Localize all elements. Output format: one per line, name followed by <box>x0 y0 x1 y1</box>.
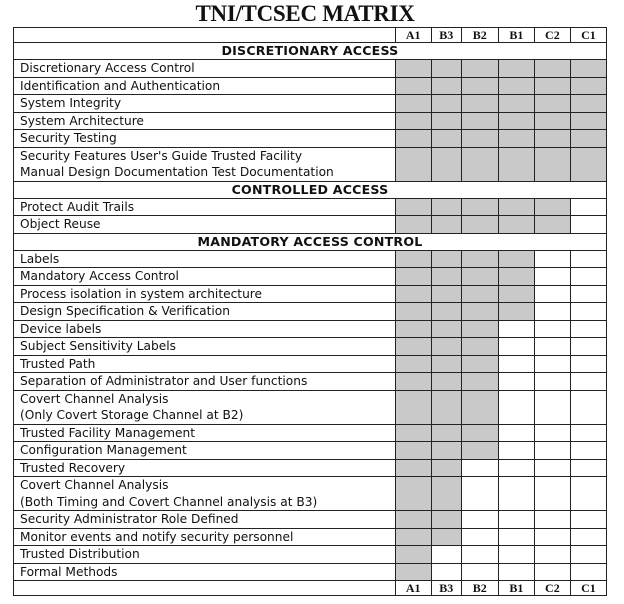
level-cell-a1-required <box>395 147 431 181</box>
level-cell-c1-required <box>570 60 606 78</box>
level-cell-c2-not-required <box>534 424 570 442</box>
requirement-label-line: Separation of Administrator and User functions <box>20 374 308 388</box>
level-cell-b1-not-required <box>498 355 534 373</box>
header-level-b1: B1 <box>498 28 534 43</box>
level-cell-b2-required <box>461 320 498 338</box>
footer-level-c1: C1 <box>570 581 606 596</box>
level-cell-a1-required <box>395 511 431 529</box>
level-cell-a1-required <box>395 285 431 303</box>
level-cell-c1-not-required <box>570 250 606 268</box>
header-label-cell <box>14 28 396 43</box>
level-cell-b3-required <box>431 60 461 78</box>
level-cell-b2-required <box>461 198 498 216</box>
level-cell-b3-required <box>431 459 461 477</box>
level-cell-b1-not-required <box>498 320 534 338</box>
level-cell-b2-required <box>461 77 498 95</box>
level-cell-c2-not-required <box>534 459 570 477</box>
level-cell-c1-not-required <box>570 546 606 564</box>
level-cell-a1-required <box>395 546 431 564</box>
matrix-row <box>14 320 607 338</box>
level-cell-b1-required <box>498 60 534 78</box>
requirement-label-line: Object Reuse <box>20 217 101 231</box>
level-cell-c2-not-required <box>534 268 570 286</box>
level-cell-b1-required <box>498 147 534 181</box>
matrix-row <box>14 303 607 321</box>
requirement-label-line: Configuration Management <box>20 443 187 457</box>
level-cell-a1-required <box>395 459 431 477</box>
level-cell-b2-required <box>461 95 498 113</box>
level-cell-b3-required <box>431 285 461 303</box>
footer-row <box>14 581 607 596</box>
matrix-row <box>14 373 607 391</box>
requirement-label-line: (Both Timing and Covert Channel analysis at B3) <box>20 494 318 509</box>
requirement-label-line: Process isolation in system architecture <box>20 286 263 301</box>
level-cell-c2-not-required <box>534 528 570 546</box>
requirement-label <box>14 250 396 268</box>
level-cell-a1-required <box>395 442 431 460</box>
level-cell-a1-required <box>395 130 431 148</box>
level-cell-b3-required <box>431 303 461 321</box>
level-cell-c1-not-required <box>570 268 606 286</box>
level-cell-c2-not-required <box>534 477 570 511</box>
level-cell-b1-required <box>498 285 534 303</box>
level-cell-b2-not-required <box>461 546 498 564</box>
level-cell-a1-required <box>395 390 431 424</box>
level-cell-b1-required <box>498 130 534 148</box>
level-cell-b3-required <box>431 390 461 424</box>
requirement-label <box>14 320 396 338</box>
level-cell-c2-required <box>534 60 570 78</box>
level-cell-b1-not-required <box>498 546 534 564</box>
level-cell-c2-required <box>534 77 570 95</box>
level-cell-b2-required <box>461 303 498 321</box>
requirement-label <box>14 373 396 391</box>
requirement-label <box>14 147 396 181</box>
requirement-label <box>14 216 396 234</box>
requirement-label <box>14 459 396 477</box>
level-cell-a1-required <box>395 355 431 373</box>
level-cell-b2-not-required <box>461 528 498 546</box>
level-cell-b1-not-required <box>498 459 534 477</box>
level-cell-c1-not-required <box>570 477 606 511</box>
matrix-row <box>14 130 607 148</box>
header-level-a1: A1 <box>395 28 431 43</box>
level-cell-c1-not-required <box>570 355 606 373</box>
level-cell-b2-required <box>461 216 498 234</box>
requirement-label <box>14 355 396 373</box>
level-cell-b2-required <box>461 373 498 391</box>
footer-level-b1: B1 <box>498 581 534 596</box>
level-cell-b3-required <box>431 198 461 216</box>
level-cell-b2-required <box>461 60 498 78</box>
requirement-label-line: Trusted Facility Management <box>20 425 195 440</box>
level-cell-b3-required <box>431 373 461 391</box>
matrix-row <box>14 77 607 95</box>
matrix-row <box>14 250 607 268</box>
level-cell-b1-required <box>498 268 534 286</box>
level-cell-b2-required <box>461 285 498 303</box>
level-cell-c2-required <box>534 130 570 148</box>
level-cell-a1-required <box>395 338 431 356</box>
level-cell-c1-not-required <box>570 442 606 460</box>
level-cell-b2-required <box>461 147 498 181</box>
level-cell-b3-required <box>431 511 461 529</box>
matrix-row <box>14 442 607 460</box>
level-cell-a1-required <box>395 250 431 268</box>
requirement-label <box>14 424 396 442</box>
footer-level-b3: B3 <box>431 581 461 596</box>
level-cell-a1-required <box>395 528 431 546</box>
matrix-row <box>14 390 607 424</box>
requirement-label-line: Protect Audit Trails <box>20 199 135 214</box>
matrix-row <box>14 511 607 529</box>
header-row <box>14 28 607 43</box>
requirement-label <box>14 546 396 564</box>
level-cell-c2-required <box>534 147 570 181</box>
requirement-label <box>14 442 396 460</box>
level-cell-b3-required <box>431 477 461 511</box>
level-cell-b2-not-required <box>461 511 498 529</box>
matrix-row <box>14 424 607 442</box>
level-cell-a1-required <box>395 198 431 216</box>
level-cell-b1-required <box>498 303 534 321</box>
level-cell-b2-required <box>461 130 498 148</box>
level-cell-a1-required <box>395 563 431 581</box>
requirement-label <box>14 198 396 216</box>
level-cell-c1-not-required <box>570 459 606 477</box>
level-cell-a1-required <box>395 424 431 442</box>
header-level-c2: C2 <box>534 28 570 43</box>
requirement-label <box>14 268 396 286</box>
level-cell-b1-not-required <box>498 338 534 356</box>
footer-label-cell <box>14 581 396 596</box>
requirement-label-line: System Integrity <box>20 96 122 110</box>
level-cell-a1-required <box>395 112 431 130</box>
level-cell-a1-required <box>395 60 431 78</box>
level-cell-b1-not-required <box>498 424 534 442</box>
level-cell-c1-not-required <box>570 528 606 546</box>
level-cell-b1-not-required <box>498 373 534 391</box>
level-cell-c2-not-required <box>534 373 570 391</box>
requirement-label <box>14 60 396 78</box>
level-cell-a1-required <box>395 268 431 286</box>
requirement-label-line: Monitor events and notify security personnel <box>20 529 294 544</box>
section-header-row <box>14 233 607 250</box>
requirement-label <box>14 477 396 511</box>
requirement-label <box>14 285 396 303</box>
level-cell-c2-required <box>534 198 570 216</box>
level-cell-b1-required <box>498 250 534 268</box>
level-cell-b1-required <box>498 77 534 95</box>
matrix-row <box>14 147 607 181</box>
level-cell-b3-required <box>431 112 461 130</box>
level-cell-c2-not-required <box>534 355 570 373</box>
requirement-label <box>14 95 396 113</box>
level-cell-b1-not-required <box>498 528 534 546</box>
level-cell-c2-required <box>534 112 570 130</box>
requirement-label-line: Covert Channel Analysis <box>20 391 169 406</box>
level-cell-b3-required <box>431 338 461 356</box>
level-cell-b1-not-required <box>498 390 534 424</box>
level-cell-c1-not-required <box>570 285 606 303</box>
level-cell-b1-not-required <box>498 511 534 529</box>
level-cell-b1-not-required <box>498 477 534 511</box>
level-cell-c2-not-required <box>534 338 570 356</box>
level-cell-b1-required <box>498 216 534 234</box>
level-cell-b3-required <box>431 424 461 442</box>
requirement-label-line: System Architecture <box>20 113 144 128</box>
level-cell-b2-required <box>461 355 498 373</box>
level-cell-a1-required <box>395 373 431 391</box>
matrix-row <box>14 563 607 581</box>
section-title: MANDATORY ACCESS CONTROL <box>14 233 607 250</box>
matrix-row <box>14 285 607 303</box>
matrix-row <box>14 268 607 286</box>
matrix-row <box>14 528 607 546</box>
level-cell-b1-required <box>498 198 534 216</box>
matrix-row <box>14 338 607 356</box>
level-cell-c2-not-required <box>534 511 570 529</box>
level-cell-c1-not-required <box>570 563 606 581</box>
matrix-row <box>14 216 607 234</box>
level-cell-b3-required <box>431 77 461 95</box>
level-cell-c2-not-required <box>534 390 570 424</box>
level-cell-c1-not-required <box>570 198 606 216</box>
requirement-label-line: Security Administrator Role Defined <box>20 512 239 526</box>
level-cell-b2-required <box>461 442 498 460</box>
requirement-label-line: Trusted Recovery <box>20 460 126 475</box>
level-cell-b3-required <box>431 528 461 546</box>
requirement-label-line: Subject Sensitivity Labels <box>20 339 176 353</box>
level-cell-c2-not-required <box>534 285 570 303</box>
requirement-label <box>14 563 396 581</box>
level-cell-a1-required <box>395 303 431 321</box>
level-cell-b3-required <box>431 442 461 460</box>
matrix-title: TNI/TCSEC MATRIX <box>195 1 415 26</box>
level-cell-b3-required <box>431 250 461 268</box>
header-level-b2: B2 <box>461 28 498 43</box>
level-cell-c1-required <box>570 95 606 113</box>
requirement-label <box>14 112 396 130</box>
requirement-label <box>14 77 396 95</box>
header-level-c1: C1 <box>570 28 606 43</box>
requirement-label-line: Manual Design Documentation Test Documentation <box>20 165 334 179</box>
requirement-label-line: Covert Channel Analysis <box>20 478 169 492</box>
level-cell-c2-required <box>534 95 570 113</box>
level-cell-b3-not-required <box>431 563 461 581</box>
level-cell-b3-required <box>431 268 461 286</box>
level-cell-b2-not-required <box>461 477 498 511</box>
section-header-row <box>14 43 607 60</box>
matrix-row <box>14 198 607 216</box>
level-cell-c1-required <box>570 147 606 181</box>
level-cell-c1-required <box>570 130 606 148</box>
level-cell-c2-not-required <box>534 442 570 460</box>
level-cell-a1-required <box>395 477 431 511</box>
matrix-row <box>14 60 607 78</box>
level-cell-b2-not-required <box>461 563 498 581</box>
matrix-row <box>14 459 607 477</box>
requirement-label-line: Mandatory Access Control <box>20 269 179 283</box>
header-level-b3: B3 <box>431 28 461 43</box>
requirement-label-line: Design Specification & Verification <box>20 304 230 318</box>
requirement-label-line: Security Features User's Guide Trusted Facility <box>20 148 303 163</box>
level-cell-a1-required <box>395 95 431 113</box>
level-cell-b2-required <box>461 112 498 130</box>
section-title: DISCRETIONARY ACCESS <box>14 43 607 60</box>
footer-level-c2: C2 <box>534 581 570 596</box>
level-cell-b3-required <box>431 216 461 234</box>
requirement-label <box>14 511 396 529</box>
level-cell-b3-not-required <box>431 546 461 564</box>
requirement-label-line: (Only Covert Storage Channel at B2) <box>20 408 244 422</box>
requirement-label <box>14 390 396 424</box>
requirement-label-line: Security Testing <box>20 131 117 145</box>
level-cell-c2-not-required <box>534 320 570 338</box>
level-cell-b2-required <box>461 268 498 286</box>
matrix-row <box>14 477 607 511</box>
level-cell-b2-required <box>461 250 498 268</box>
requirement-label-line: Discretionary Access Control <box>20 61 195 75</box>
level-cell-c1-required <box>570 112 606 130</box>
level-cell-c1-not-required <box>570 320 606 338</box>
level-cell-b3-required <box>431 95 461 113</box>
level-cell-b2-required <box>461 424 498 442</box>
matrix-row <box>14 95 607 113</box>
level-cell-a1-required <box>395 216 431 234</box>
section-header-row <box>14 181 607 198</box>
requirement-label <box>14 303 396 321</box>
requirement-label-line: Formal Methods <box>20 564 118 579</box>
level-cell-c1-not-required <box>570 424 606 442</box>
matrix-body <box>14 28 607 596</box>
requirement-label-line: Identification and Authentication <box>20 78 221 93</box>
section-title: CONTROLLED ACCESS <box>14 181 607 198</box>
level-cell-c1-not-required <box>570 511 606 529</box>
level-cell-b1-not-required <box>498 442 534 460</box>
level-cell-c1-not-required <box>570 338 606 356</box>
level-cell-b1-required <box>498 95 534 113</box>
matrix-row <box>14 112 607 130</box>
level-cell-a1-required <box>395 320 431 338</box>
footer-level-b2: B2 <box>461 581 498 596</box>
requirement-label-line: Device labels <box>20 321 102 336</box>
level-cell-b3-required <box>431 320 461 338</box>
level-cell-a1-required <box>395 77 431 95</box>
level-cell-b3-required <box>431 147 461 181</box>
level-cell-c2-not-required <box>534 303 570 321</box>
level-cell-b1-required <box>498 112 534 130</box>
requirement-label <box>14 528 396 546</box>
level-cell-c1-not-required <box>570 390 606 424</box>
requirement-label-line: Trusted Distribution <box>20 547 140 561</box>
level-cell-c1-required <box>570 77 606 95</box>
level-cell-c1-not-required <box>570 303 606 321</box>
requirement-label-line: Trusted Path <box>20 356 96 371</box>
footer-level-a1: A1 <box>395 581 431 596</box>
requirement-label-line: Labels <box>20 251 60 266</box>
level-cell-b3-required <box>431 355 461 373</box>
level-cell-b1-not-required <box>498 563 534 581</box>
requirement-label <box>14 338 396 356</box>
level-cell-c1-not-required <box>570 373 606 391</box>
level-cell-b2-required <box>461 338 498 356</box>
level-cell-c2-not-required <box>534 546 570 564</box>
requirement-label <box>14 130 396 148</box>
tni-tcsec-matrix-table <box>13 27 607 596</box>
level-cell-b2-required <box>461 390 498 424</box>
level-cell-b2-not-required <box>461 459 498 477</box>
matrix-row <box>14 546 607 564</box>
level-cell-c2-required <box>534 216 570 234</box>
level-cell-c2-not-required <box>534 250 570 268</box>
level-cell-c2-not-required <box>534 563 570 581</box>
level-cell-c1-not-required <box>570 216 606 234</box>
matrix-row <box>14 355 607 373</box>
level-cell-b3-required <box>431 130 461 148</box>
